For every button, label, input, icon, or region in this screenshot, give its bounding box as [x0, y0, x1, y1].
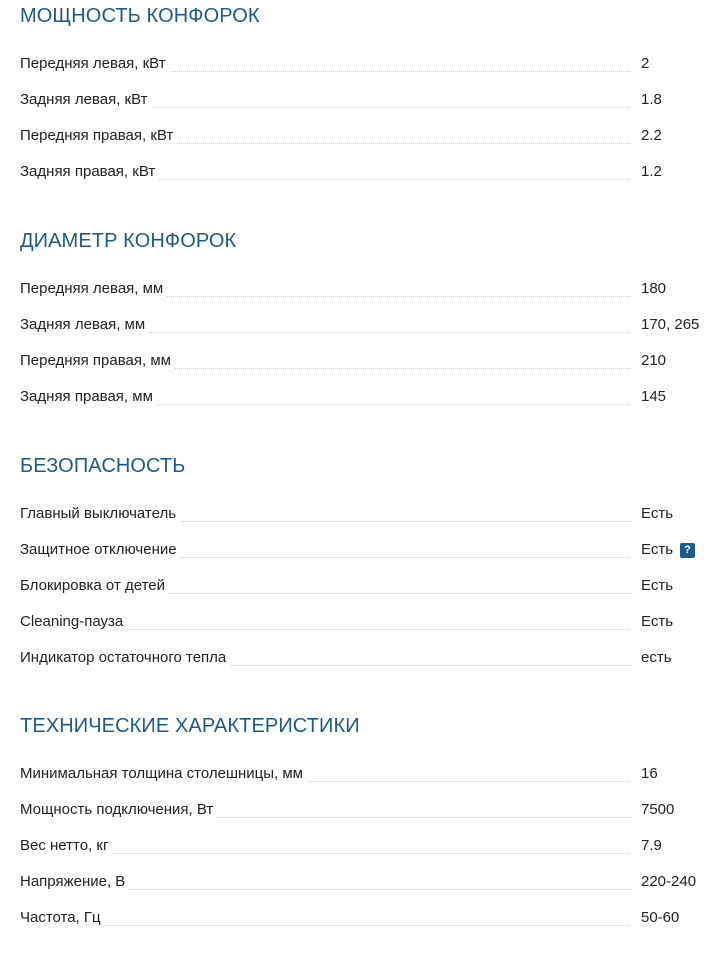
spec-value: 2.2 — [641, 127, 662, 144]
spec-value: 1.2 — [641, 163, 662, 180]
spec-row — [20, 90, 710, 126]
spec-list — [20, 279, 710, 423]
section-title: БЕЗОПАСНОСТЬ — [20, 455, 186, 477]
spec-row — [20, 279, 710, 315]
spec-value: 1.8 — [641, 91, 662, 108]
spec-row — [20, 648, 710, 684]
spec-label: Частота, Гц — [20, 908, 105, 928]
spec-row — [20, 800, 710, 836]
spec-label: Блокировка от детей — [20, 576, 169, 596]
spec-row — [20, 504, 710, 540]
spec-row — [20, 764, 710, 800]
section-burner-diameter — [20, 229, 710, 423]
spec-label: Передняя левая, мм — [20, 279, 167, 299]
spec-row — [20, 54, 710, 90]
spec-label: Вес нетто, кг — [20, 836, 112, 856]
spec-value: 2 — [641, 55, 650, 72]
spec-list — [20, 504, 710, 684]
spec-label: Напряжение, В — [20, 872, 129, 892]
section-burner-power — [20, 4, 710, 198]
spec-row — [20, 126, 710, 162]
spec-row — [20, 576, 710, 612]
spec-list — [20, 764, 710, 944]
help-icon[interactable]: ? — [680, 543, 695, 558]
spec-label: Мощность подключения, Вт — [20, 800, 217, 820]
spec-row — [20, 351, 710, 387]
spec-value: есть — [641, 649, 672, 666]
spec-value: 180 — [641, 280, 667, 297]
spec-value: 7.9 — [641, 837, 662, 854]
spec-label: Задняя правая, кВт — [20, 162, 159, 182]
section-title: МОЩНОСТЬ КОНФОРОК — [20, 5, 260, 27]
spec-value-with-help — [641, 540, 695, 560]
spec-value: 16 — [641, 765, 658, 782]
spec-list — [20, 54, 710, 198]
spec-label: Минимальная толщина столешницы, мм — [20, 764, 307, 784]
section-safety — [20, 454, 710, 684]
spec-value: Есть — [641, 505, 674, 522]
spec-label: Cleaning-пауза — [20, 612, 127, 632]
spec-label: Индикатор остаточного тепла — [20, 648, 230, 668]
spec-value: 170, 265 — [641, 316, 700, 333]
spec-value: Есть — [641, 541, 674, 558]
spec-label: Задняя левая, мм — [20, 315, 149, 335]
spec-label: Передняя левая, кВт — [20, 54, 170, 74]
spec-row — [20, 836, 710, 872]
spec-label: Главный выключатель — [20, 504, 180, 524]
spec-row — [20, 162, 710, 198]
dotted-leader — [20, 925, 630, 926]
spec-label: Защитное отключение — [20, 540, 181, 560]
spec-value: 210 — [641, 352, 667, 369]
spec-label: Передняя правая, мм — [20, 351, 175, 371]
spec-value: 220-240 — [641, 873, 697, 890]
spec-row — [20, 540, 710, 576]
spec-row — [20, 315, 710, 351]
section-technical-specs — [20, 714, 710, 944]
spec-value: 145 — [641, 388, 667, 405]
section-title: ТЕХНИЧЕСКИЕ ХАРАКТЕРИСТИКИ — [20, 715, 360, 737]
spec-label: Передняя правая, кВт — [20, 126, 177, 146]
spec-value: 50-60 — [641, 909, 680, 926]
section-title: ДИАМЕТР КОНФОРОК — [20, 230, 237, 252]
spec-value: Есть — [641, 577, 674, 594]
spec-row — [20, 872, 710, 908]
spec-label: Задняя левая, кВт — [20, 90, 152, 110]
spec-value: 7500 — [641, 801, 675, 818]
spec-row — [20, 612, 710, 648]
spec-row — [20, 387, 710, 423]
spec-row — [20, 908, 710, 944]
spec-label: Задняя правая, мм — [20, 387, 157, 407]
spec-value: Есть — [641, 613, 674, 630]
